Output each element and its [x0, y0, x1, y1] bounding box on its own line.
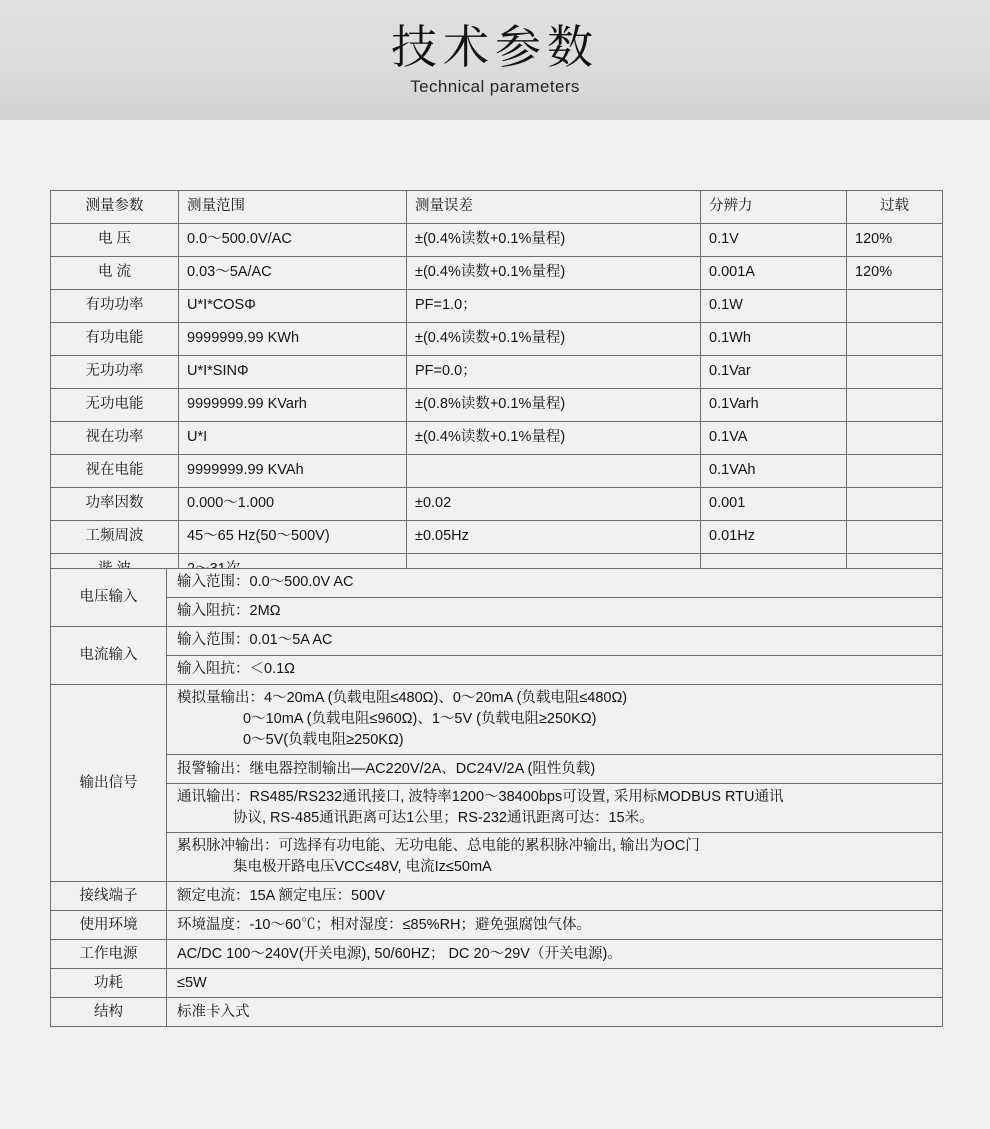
cell-resolution: 0.001: [701, 488, 847, 521]
analog-line-2: 0～10mA (负载电阻≤960Ω)、1～5V (负载电阻≥250KΩ): [243, 711, 597, 728]
table-row: [51, 356, 943, 389]
spec-value: 额定电流：15A 额定电压：500V: [167, 882, 943, 911]
cell-resolution: 0.1Wh: [701, 323, 847, 356]
cell-overload: [847, 356, 943, 389]
cell-error: ±(0.8%读数+0.1%量程): [407, 389, 701, 422]
spec-label: 电流输入: [51, 627, 167, 685]
spec-value: 标准卡入式: [167, 998, 943, 1027]
header-cell: 过载: [847, 191, 943, 224]
output-pulse-block: [167, 833, 942, 882]
cell-range: U*I: [179, 422, 407, 455]
cell-resolution: 0.1Var: [701, 356, 847, 389]
spec-label: 电压输入: [51, 569, 167, 627]
analog-line-1: 模拟量输出：4～20mA (负载电阻≤480Ω)、0～20mA (负载电阻≤480Ω): [177, 690, 628, 706]
header-cell: 测量范围: [179, 191, 407, 224]
cell-range: 45～65 Hz(50～500V): [179, 521, 407, 554]
output-signal-detail-table: [167, 685, 942, 881]
spec-label: 使用环境: [51, 911, 167, 940]
header-cell: 测量参数: [51, 191, 179, 224]
pulse-line-2: 集电极开路电压VCC≤48V, 电流Iz≤50mA: [233, 859, 492, 876]
table-row: [51, 224, 943, 257]
header-cell: 测量误差: [407, 191, 701, 224]
cell-overload: 120%: [847, 224, 943, 257]
cell-range: 9999999.99 KVAh: [179, 455, 407, 488]
cell-resolution: 0.1Varh: [701, 389, 847, 422]
spec-value: 输入范围：0.0～500.0V AC: [167, 569, 943, 598]
cell-param: 电 流: [51, 257, 179, 290]
spec-value: 环境温度：-10～60℃；相对湿度：≤85%RH；避免强腐蚀气体。: [167, 911, 943, 940]
cell-overload: [847, 455, 943, 488]
spec-label: 接线端子: [51, 882, 167, 911]
output-alarm-block: [167, 755, 942, 784]
output-comm-block: [167, 784, 942, 833]
cell-overload: [847, 488, 943, 521]
spec-row-terminal: [51, 882, 943, 911]
table-row: [51, 455, 943, 488]
cell-resolution: 0.001A: [701, 257, 847, 290]
page-subtitle: Technical parameters: [410, 77, 580, 97]
cell-param: 功率因数: [51, 488, 179, 521]
output-analog-cell: [167, 685, 942, 755]
table-row: [51, 323, 943, 356]
cell-range: 9999999.99 KWh: [179, 323, 407, 356]
spec-row-consumption: [51, 969, 943, 998]
spec-row-power-supply: [51, 940, 943, 969]
cell-range: 9999999.99 KVarh: [179, 389, 407, 422]
spec-value: 输入范围：0.01～5A AC: [167, 627, 943, 656]
table-row: [51, 257, 943, 290]
pulse-line-1: 累积脉冲输出：可选择有功电能、无功电能、总电能的累积脉冲输出, 输出为OC门: [177, 838, 700, 855]
table-row: [51, 290, 943, 323]
header-cell: 分辨力: [701, 191, 847, 224]
cell-error: ±(0.4%读数+0.1%量程): [407, 422, 701, 455]
cell-error: ±0.05Hz: [407, 521, 701, 554]
cell-range: U*I*SINΦ: [179, 356, 407, 389]
spec-label: 输出信号: [51, 685, 167, 882]
comm-line-2: 协议, RS-485通讯距离可达1公里；RS-232通讯距离可达：15米。: [233, 810, 654, 827]
cell-overload: [847, 389, 943, 422]
spec-label: 工作电源: [51, 940, 167, 969]
spec-value: ≤5W: [167, 969, 943, 998]
cell-error: [407, 455, 701, 488]
cell-error: PF=1.0；: [407, 290, 701, 323]
cell-overload: [847, 422, 943, 455]
cell-overload: [847, 323, 943, 356]
cell-param: 无功电能: [51, 389, 179, 422]
cell-resolution: 0.01Hz: [701, 521, 847, 554]
cell-resolution: 0.1W: [701, 290, 847, 323]
cell-overload: 120%: [847, 257, 943, 290]
table-row: [51, 521, 943, 554]
spec-row-current-input: [51, 627, 943, 656]
cell-error: ±(0.4%读数+0.1%量程): [407, 257, 701, 290]
cell-range: 0.000～1.000: [179, 488, 407, 521]
measurement-parameters-table: [50, 190, 943, 587]
cell-range: 0.0～500.0V/AC: [179, 224, 407, 257]
spec-value: 输入阻抗：2MΩ: [167, 598, 943, 627]
cell-error: PF=0.0；: [407, 356, 701, 389]
specifications-table: [50, 568, 943, 1027]
cell-param: 工频周波: [51, 521, 179, 554]
spec-row-structure: [51, 998, 943, 1027]
cell-resolution: 0.1VAh: [701, 455, 847, 488]
spec-row-output-signal: [51, 685, 943, 882]
comm-output-cell: [167, 784, 942, 833]
comm-line-1: 通讯输出：RS485/RS232通讯接口, 波特率1200～38400bps可设置, 采用标MODBUS RTU通讯: [177, 789, 784, 806]
cell-error: ±(0.4%读数+0.1%量程): [407, 323, 701, 356]
cell-param: 视在功率: [51, 422, 179, 455]
table-row: [51, 488, 943, 521]
cell-error: ±(0.4%读数+0.1%量程): [407, 224, 701, 257]
table-header-row: [51, 191, 943, 224]
spec-value-group: [167, 685, 943, 882]
alarm-output-line: 报警输出：继电器控制输出—AC220V/2A、DC24V/2A (阻性负载): [167, 755, 942, 784]
output-analog-block: [167, 685, 942, 755]
cell-resolution: 0.1V: [701, 224, 847, 257]
spec-label: 功耗: [51, 969, 167, 998]
cell-param: 有功功率: [51, 290, 179, 323]
cell-range: 0.03～5A/AC: [179, 257, 407, 290]
cell-resolution: 0.1VA: [701, 422, 847, 455]
page-banner: [0, 0, 990, 120]
cell-overload: [847, 290, 943, 323]
cell-param: 有功电能: [51, 323, 179, 356]
spec-value: 输入阻抗：＜0.1Ω: [167, 656, 943, 685]
spec-label: 结构: [51, 998, 167, 1027]
spec-row-current-input-2: [51, 656, 943, 685]
spec-row-voltage-input: [51, 569, 943, 598]
table-row: [51, 422, 943, 455]
cell-param: 视在电能: [51, 455, 179, 488]
spec-value: AC/DC 100～240V(开关电源), 50/60HZ； DC 20～29V（开关电源)。: [167, 940, 943, 969]
page-title: 技术参数: [391, 20, 599, 73]
spec-row-environment: [51, 911, 943, 940]
cell-error: ±0.02: [407, 488, 701, 521]
cell-range: U*I*COSΦ: [179, 290, 407, 323]
pulse-output-cell: [167, 833, 942, 882]
table-row: [51, 389, 943, 422]
cell-param: 电 压: [51, 224, 179, 257]
cell-param: 无功功率: [51, 356, 179, 389]
cell-overload: [847, 521, 943, 554]
analog-line-3: 0～5V(负载电阻≥250KΩ): [243, 732, 404, 749]
spec-row-voltage-input-2: [51, 598, 943, 627]
